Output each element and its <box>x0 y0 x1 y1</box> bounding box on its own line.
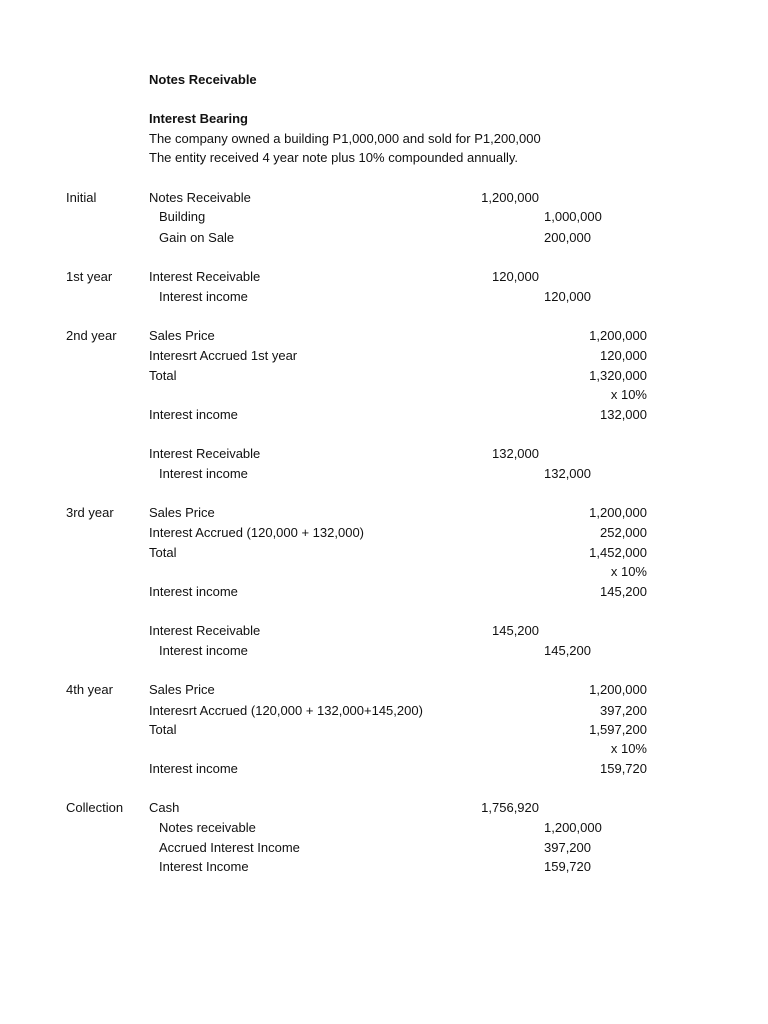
credit-amount: 397,200 <box>544 840 591 855</box>
journal-row <box>0 798 768 818</box>
period-label: 2nd year <box>66 328 117 343</box>
journal-row <box>0 857 768 877</box>
computation-amount: 120,000 <box>600 348 647 363</box>
computation-amount: 397,200 <box>600 703 647 718</box>
journal-row <box>0 464 768 484</box>
computation-label: Total <box>149 722 177 737</box>
account-name: Interest income <box>159 466 248 481</box>
debit-amount: 145,200 <box>492 623 539 638</box>
account-name: Interest Receivable <box>149 269 261 284</box>
computation-label: Interesrt Accrued (120,000 + 132,000+145,200) <box>149 703 423 718</box>
computation-amount: 159,720 <box>600 761 647 776</box>
computation-label: Sales Price <box>149 505 215 520</box>
computation-row <box>0 523 768 543</box>
credit-amount: 1,000,000 <box>544 209 602 224</box>
computation-amount: 1,320,000 <box>589 368 647 383</box>
credit-amount: 159,720 <box>544 859 591 874</box>
account-name: Accrued Interest Income <box>159 840 300 855</box>
journal-row <box>0 444 768 464</box>
period-label: Initial <box>66 190 97 205</box>
computation-label: Interest income <box>149 761 238 776</box>
computation-label: Sales Price <box>149 328 215 343</box>
section-heading: Interest Bearing <box>149 111 248 126</box>
interest-rate: x 10% <box>610 564 647 579</box>
computation-row <box>0 739 768 759</box>
computation-amount: 1,200,000 <box>589 505 647 520</box>
journal-row <box>0 267 768 287</box>
period-label: 1st year <box>66 269 113 284</box>
account-name: Interest income <box>159 289 248 304</box>
journal-row <box>0 818 768 838</box>
computation-amount: 252,000 <box>600 525 647 540</box>
account-name: Building <box>159 209 206 224</box>
debit-amount: 132,000 <box>492 446 539 461</box>
title-row <box>0 70 768 90</box>
description-line: The company owned a building P1,000,000 and sold for P1,200,000 <box>149 131 541 146</box>
computation-label: Interest income <box>149 584 238 599</box>
computation-label: Sales Price <box>149 682 215 697</box>
account-name: Interest income <box>159 643 248 658</box>
page-title: Notes Receivable <box>149 72 257 87</box>
computation-row <box>0 326 768 346</box>
computation-label: Total <box>149 545 177 560</box>
computation-amount: 1,200,000 <box>589 328 647 343</box>
computation-row <box>0 680 768 700</box>
computation-row <box>0 503 768 523</box>
period-label: 3rd year <box>66 505 114 520</box>
description-row <box>0 129 768 149</box>
computation-amount: 1,597,200 <box>589 722 647 737</box>
interest-rate: x 10% <box>610 741 647 756</box>
journal-row <box>0 228 768 248</box>
account-name: Interest Receivable <box>149 446 261 461</box>
computation-amount: 132,000 <box>600 407 647 422</box>
credit-amount: 1,200,000 <box>544 820 602 835</box>
account-name: Interest Receivable <box>149 623 261 638</box>
computation-row <box>0 720 768 740</box>
computation-label: Interest income <box>149 407 238 422</box>
journal-row <box>0 188 768 208</box>
computation-amount: 1,452,000 <box>589 545 647 560</box>
credit-amount: 145,200 <box>544 643 591 658</box>
computation-row <box>0 366 768 386</box>
credit-amount: 120,000 <box>544 289 591 304</box>
computation-row <box>0 385 768 405</box>
computation-row <box>0 405 768 425</box>
journal-row <box>0 838 768 858</box>
description-line: The entity received 4 year note plus 10% compounded annually. <box>149 150 519 165</box>
computation-row <box>0 759 768 779</box>
computation-row <box>0 582 768 602</box>
account-name: Cash <box>149 800 180 815</box>
computation-label: Total <box>149 368 177 383</box>
debit-amount: 1,200,000 <box>481 190 539 205</box>
credit-amount: 200,000 <box>544 230 591 245</box>
interest-rate: x 10% <box>610 387 647 402</box>
computation-amount: 145,200 <box>600 584 647 599</box>
journal-row <box>0 287 768 307</box>
journal-row <box>0 621 768 641</box>
description-row <box>0 148 768 168</box>
subtitle-row <box>0 109 768 129</box>
computation-row <box>0 562 768 582</box>
credit-amount: 132,000 <box>544 466 591 481</box>
computation-amount: 1,200,000 <box>589 682 647 697</box>
computation-row <box>0 543 768 563</box>
account-name: Notes receivable <box>159 820 256 835</box>
journal-row <box>0 641 768 661</box>
debit-amount: 1,756,920 <box>481 800 539 815</box>
computation-label: Interesrt Accrued 1st year <box>149 348 298 363</box>
account-name: Gain on Sale <box>159 230 235 245</box>
debit-amount: 120,000 <box>492 269 539 284</box>
account-name: Notes Receivable <box>149 190 251 205</box>
period-label: 4th year <box>66 682 113 697</box>
period-label: Collection <box>66 800 124 815</box>
computation-row <box>0 701 768 721</box>
account-name: Interest Income <box>159 859 249 874</box>
computation-label: Interest Accrued (120,000 + 132,000) <box>149 525 365 540</box>
computation-row <box>0 346 768 366</box>
journal-row <box>0 207 768 227</box>
